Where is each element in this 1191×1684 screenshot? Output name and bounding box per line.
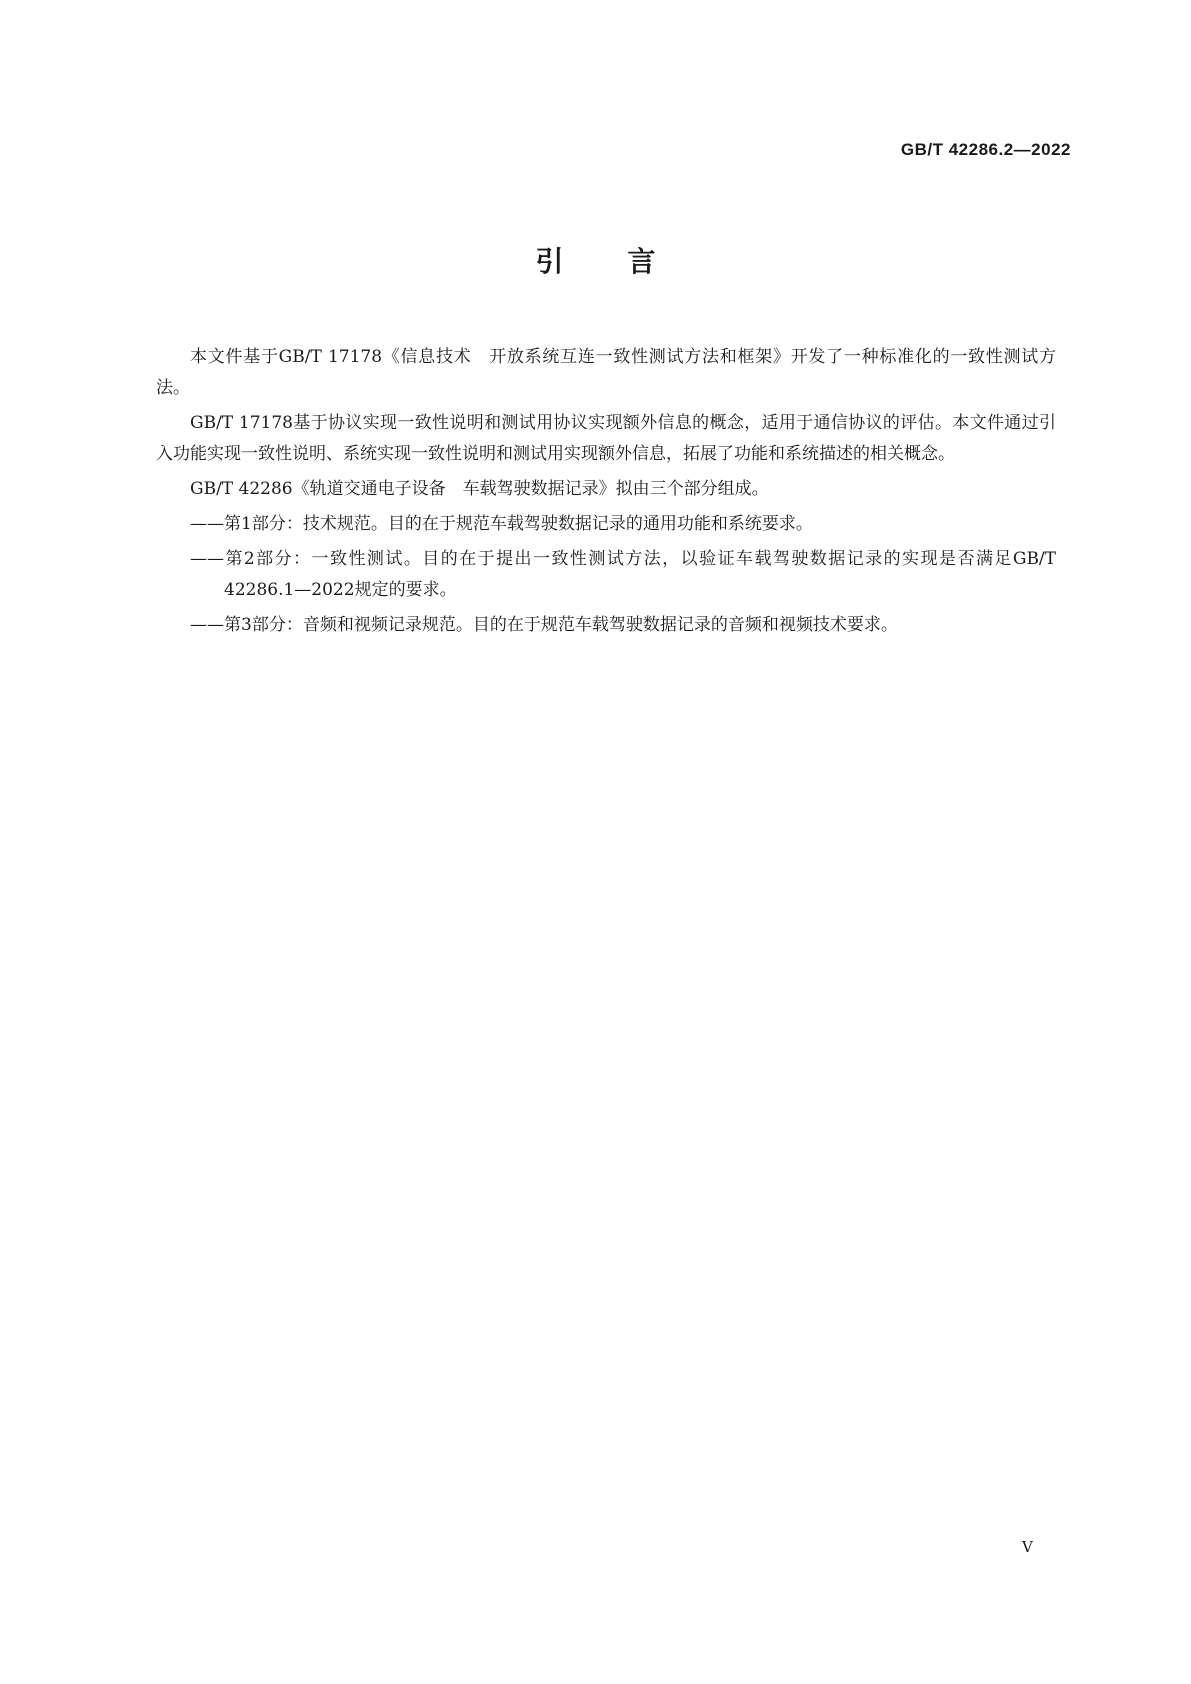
paragraph-basis: 本文件基于GB/T 17178《信息技术 开放系统互连一致性测试方法和框架》开发了一种标准化的一致性测试方法。 bbox=[156, 347, 1056, 398]
document-body bbox=[156, 342, 1056, 645]
list-item-part-3: ——第3部分：音频和视频记录规范。目的在于规范车载驾驶数据记录的音频和视频技术要求。 bbox=[190, 615, 898, 635]
list-item-part-2: ——第2部分：一致性测试。目的在于提出一致性测试方法，以验证车载驾驶数据记录的实现是否满足GB/T 42286.1—2022规定的要求。 bbox=[190, 549, 1056, 600]
standard-code: GB/T 42286.2—2022 bbox=[900, 140, 1071, 159]
paragraph-concepts: GB/T 17178基于协议实现一致性说明和测试用协议实现额外信息的概念，适用于通信协议的评估。本文件通过引入功能实现一致性说明、系统实现一致性说明和测试用实现额外信息，拓展了功能和系统描述的相关概念。 bbox=[156, 413, 1056, 464]
page-number: V bbox=[1022, 1538, 1033, 1556]
page-title: 引言 bbox=[535, 245, 720, 278]
list-item-part-1: ——第1部分：技术规范。目的在于规范车载驾驶数据记录的通用功能和系统要求。 bbox=[190, 514, 813, 534]
paragraph-structure: GB/T 42286《轨道交通电子设备 车载驾驶数据记录》拟由三个部分组成。 bbox=[190, 479, 769, 499]
